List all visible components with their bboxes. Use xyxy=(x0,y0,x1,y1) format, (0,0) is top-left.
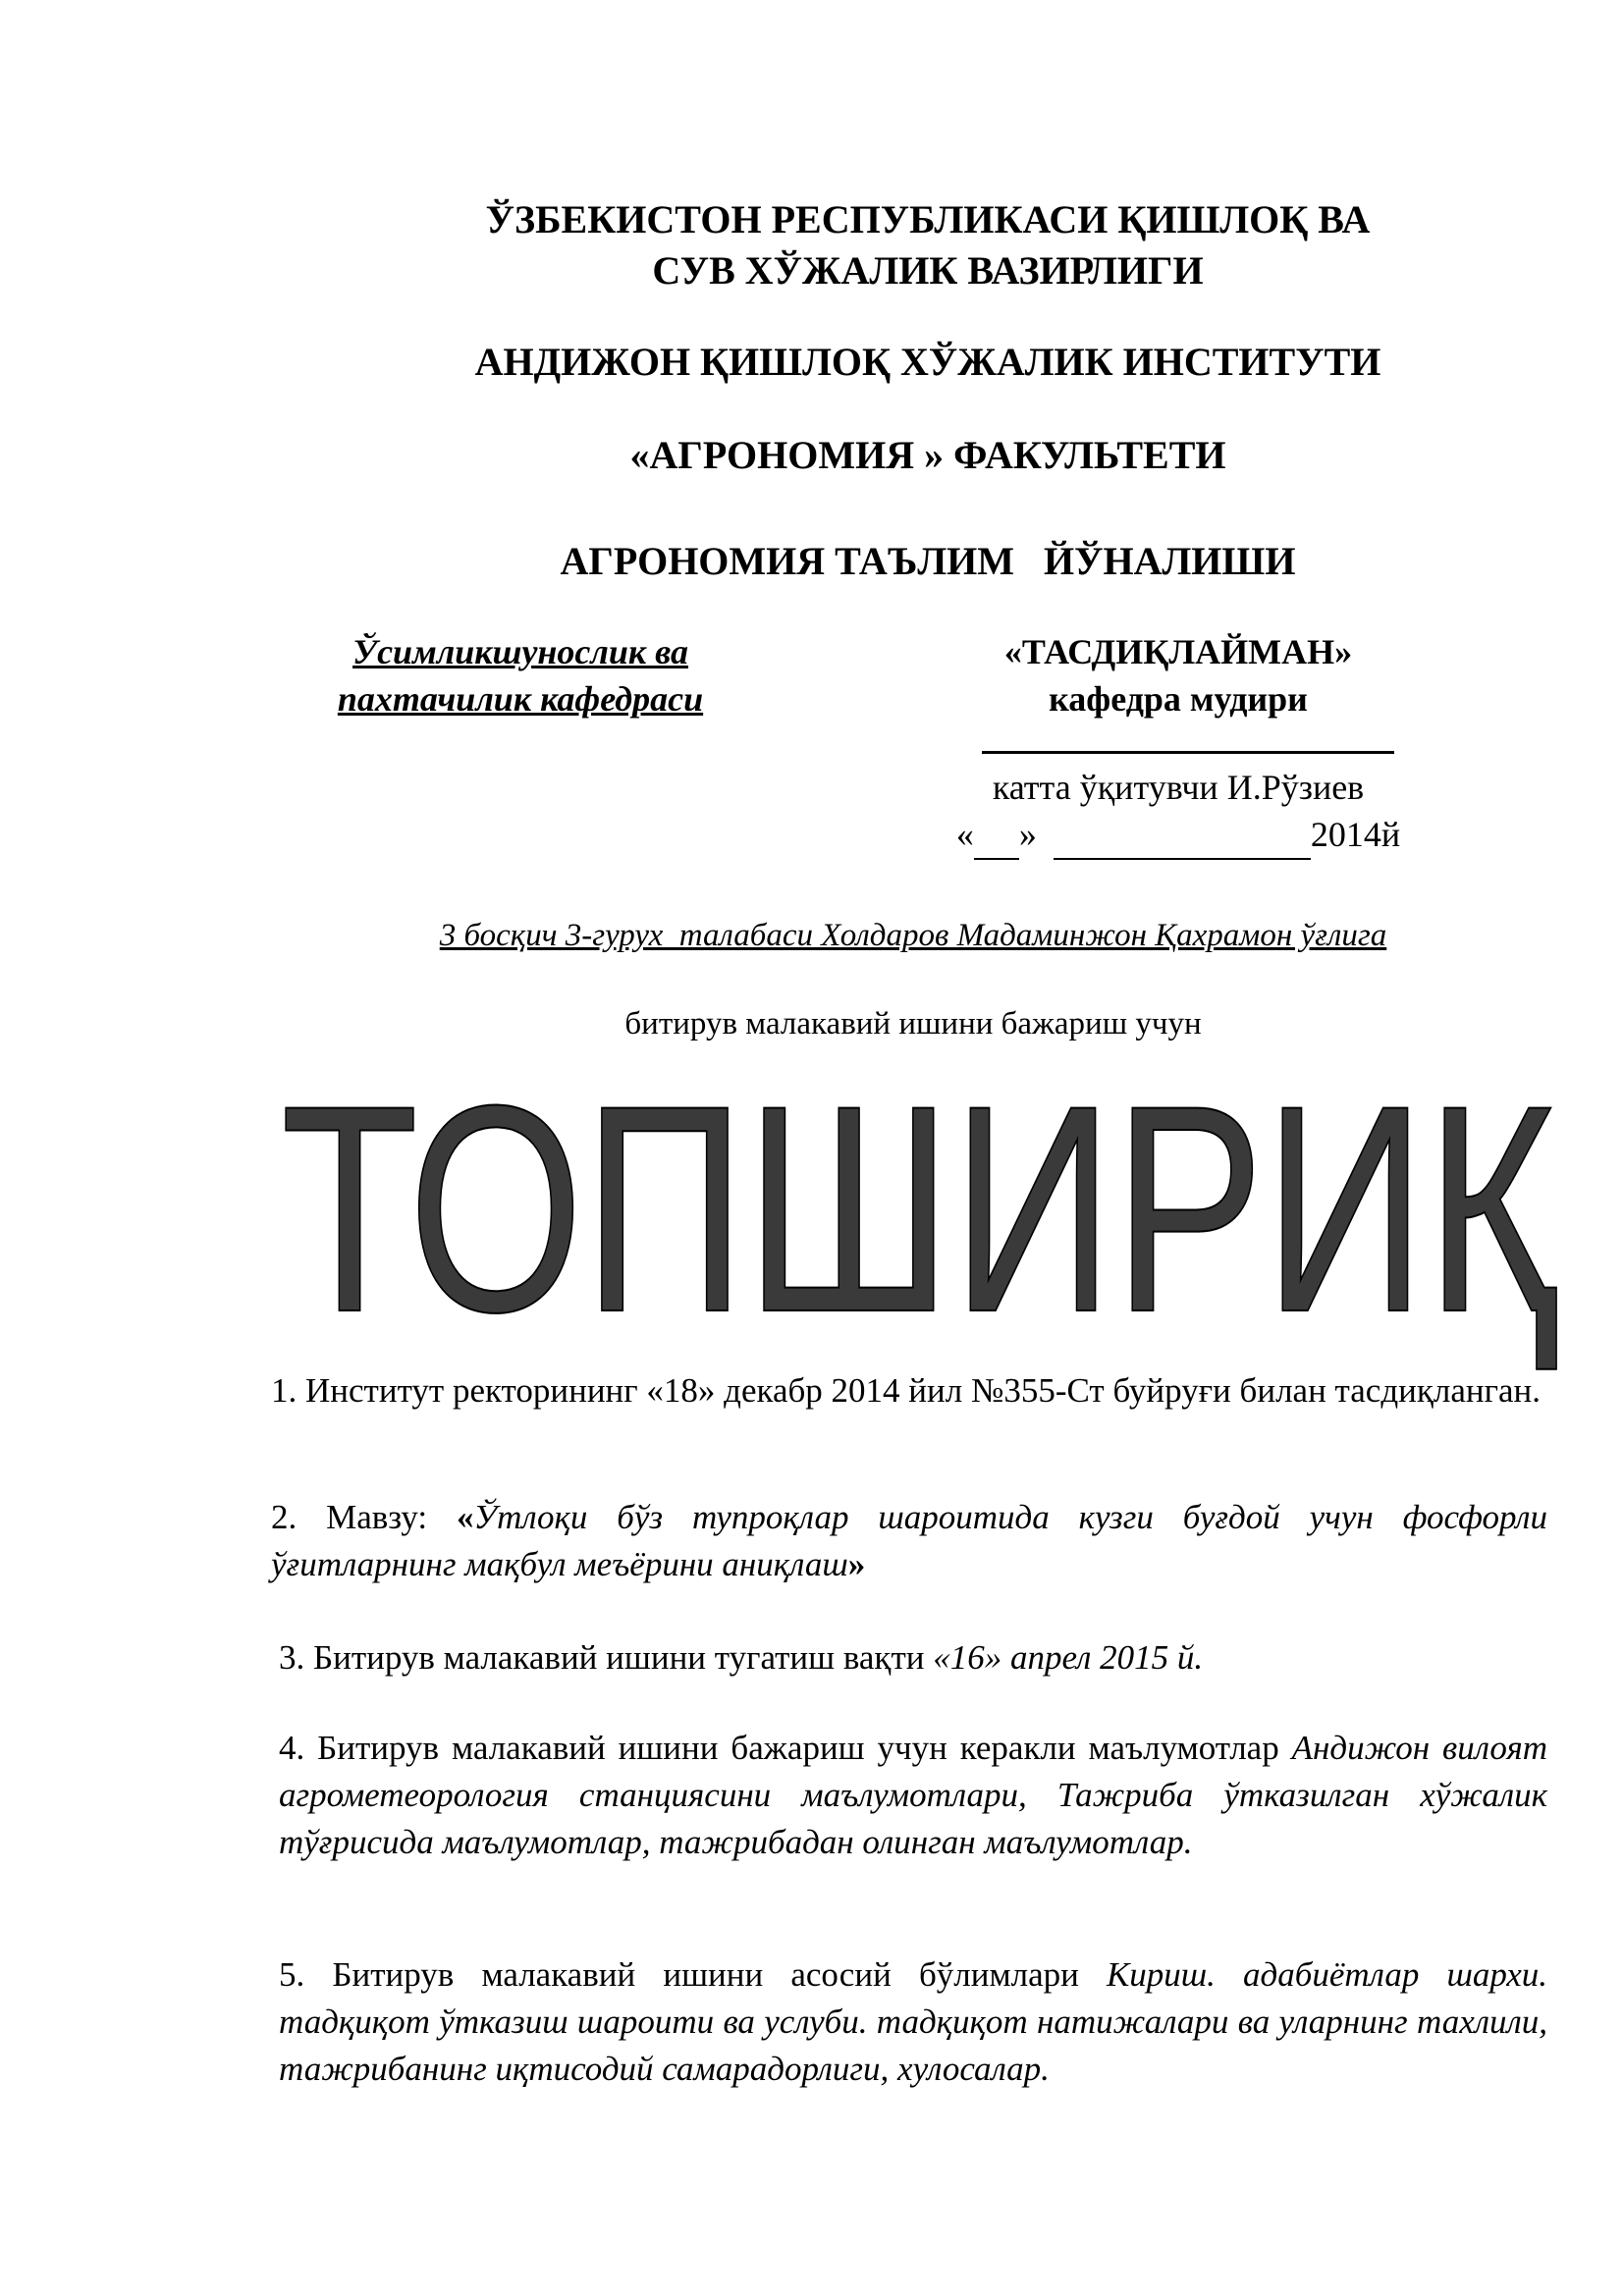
department-line-2: пахтачилик кафедраси xyxy=(337,679,704,719)
faculty-name: «АГРОНОМИЯ » ФАКУЛЬТЕТИ xyxy=(629,433,1226,477)
approval-block xyxy=(923,628,1434,722)
approval-date xyxy=(923,811,1434,860)
item-5 xyxy=(279,1951,1547,2093)
date-open-quote: « xyxy=(955,815,974,854)
day-blank xyxy=(974,811,1019,860)
education-direction: АГРОНОМИЯ ТАЪЛИМ ЙЎНАЛИШИ xyxy=(560,539,1296,583)
approval-title: «ТАСДИҚЛАЙМАН» xyxy=(1003,632,1353,671)
item-5-prefix: 5. Битирув малакавий ишини асосий бўлимлари xyxy=(279,1955,1107,1994)
big-title-block xyxy=(281,1026,1587,1418)
department-line-1: Ўсимликшунослик ва xyxy=(352,632,688,671)
institute-name: АНДИЖОН ҚИШЛОҚ ХЎЖАЛИК ИНСТИТУТИ xyxy=(474,340,1381,384)
student-line: 3 босқич 3-гурух талабаси Холдаров Мадаминжон Қахрамон ўғлига xyxy=(439,918,1387,953)
item-3 xyxy=(279,1634,1555,1682)
item-3-date: «16» апрел 2015 й. xyxy=(933,1638,1204,1677)
big-title-svg xyxy=(281,1026,1587,1418)
item-5-text: Кириш. адабиётлар шархи. тадқиқот ўтказиш шароити ва услуби. тадқиқот натижалари ва уларнинг тахлили, тажрибанинг иқтисодий самарадорлиги, хулосалар. xyxy=(279,1955,1547,2088)
item-2-open-quote: « xyxy=(457,1498,474,1536)
approval-role: кафедра мудири xyxy=(1049,679,1308,719)
date-close-quote: » xyxy=(1018,815,1037,854)
subtitle: битирув малакавий ишини бажариш учун xyxy=(624,1006,1202,1041)
ministry-line-1: ЎЗБЕКИСТОН РЕСПУБЛИКАСИ ҚИШЛОҚ ВА xyxy=(485,197,1371,241)
item-3-prefix: 3. Битирув малакавий ишини тугатиш вақти xyxy=(279,1638,934,1677)
item-1: 1. Институт ректорининг «18» декабр 2014 йил №355-Ст буйруғи билан тасдиқланган. xyxy=(271,1371,1541,1410)
department-block xyxy=(295,628,746,722)
item-4 xyxy=(279,1725,1547,1866)
item-2-prefix: 2. Мавзу: xyxy=(271,1498,458,1536)
item-4-prefix: 4. Битирув малакавий ишини бажариш учун керакли маълумотлар xyxy=(279,1729,1292,1767)
item-2-topic: Ўтлоқи бўз тупроқлар шароитида кузги буғдой учун фосфорли ўғитларнинг мақбул меъёрини аниқлаш xyxy=(271,1498,1547,1583)
big-title-text: ТОПШИРИҚ xyxy=(281,1043,1560,1373)
ministry-line-2: СУВ ХЎЖАЛИК ВАЗИРЛИГИ xyxy=(652,248,1204,293)
approval-year: 2014й xyxy=(1310,815,1401,854)
item-4-text: Андижон вилоят агрометеорология станциясини маълумотлари, Тажриба ўтказилган хўжалик тўғрисида маълумотлар, тажрибадан олинган маълумотлар. xyxy=(279,1729,1547,1861)
signature-line xyxy=(982,751,1394,754)
approval-signer: катта ўқитувчи И.Рўзиев xyxy=(992,768,1365,807)
month-blank xyxy=(1054,811,1311,860)
item-2-close-quote: » xyxy=(847,1545,866,1583)
item-2 xyxy=(271,1494,1547,1588)
